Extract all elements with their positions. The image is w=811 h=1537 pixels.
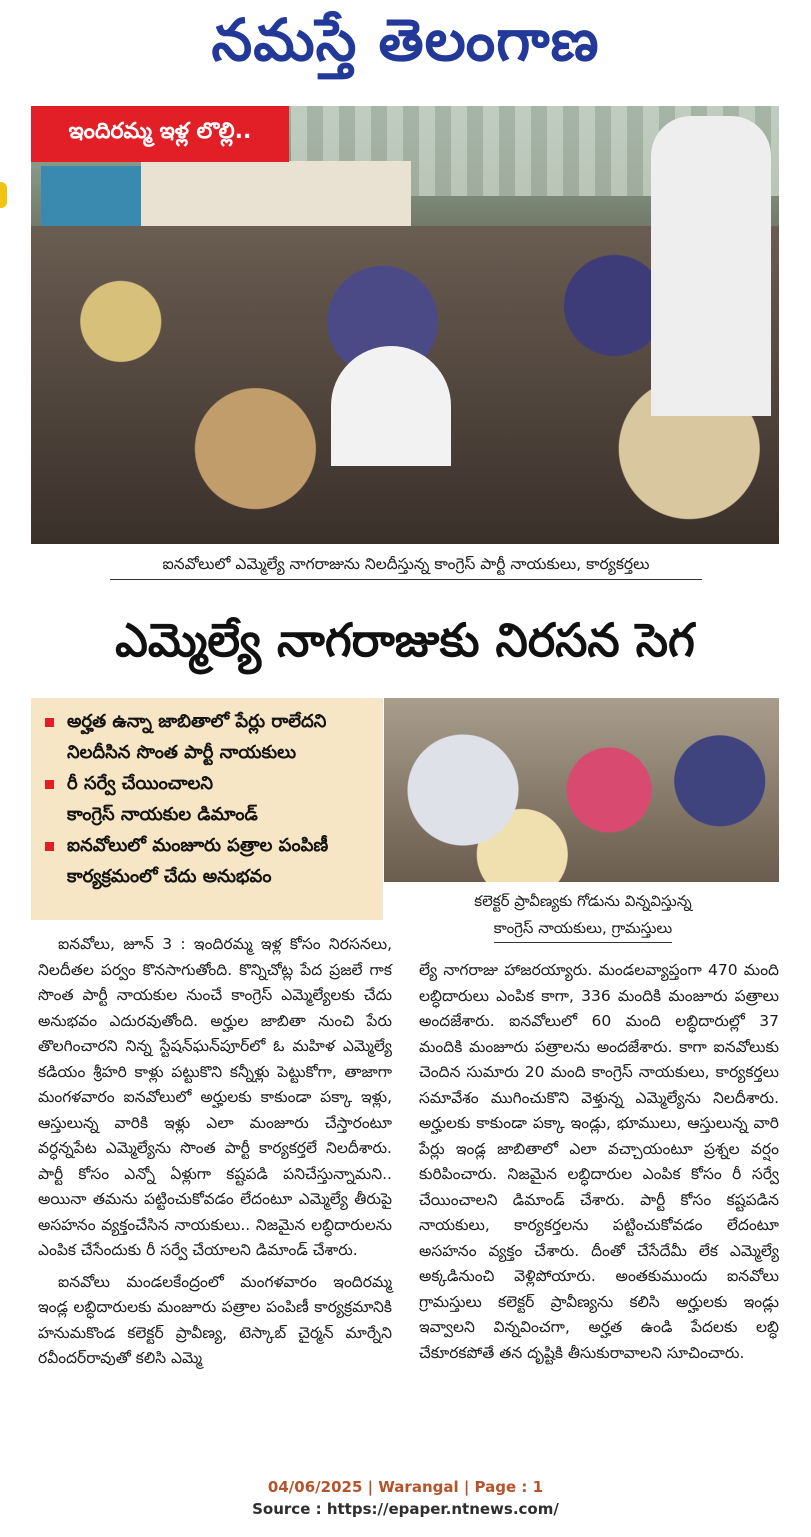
photo-topic-tag: ఇందిరమ్మ ఇళ్ల లొల్లి.. — [31, 106, 289, 162]
caption-line: కలెక్టర్ ప్రావీణ్యకు గోడును విన్నవిస్తున్న — [474, 892, 692, 910]
highlights-box — [31, 698, 383, 920]
red-bullet-icon — [45, 780, 54, 789]
highlight-line: కాంగ్రెస్ నాయకుల డిమాండ్ — [67, 804, 258, 825]
article-paragraph: ఐనవోలు మండలకేంద్రంలో మంగళవారం ఇందిరమ్మ ఇండ్ల లబ్ధిదారులకు మంజూరు పత్రాల పంపిణీ కార్యక్రమానికి హనుమకొండ కలెక్టర్ ప్రావీణ్య, టెస్కాబ్ చైర్మన్ మార్నేని రవీందర్‌రావుతో కలిసి ఎమ్మె — [38, 1272, 392, 1367]
highlight-item — [45, 706, 373, 768]
article-column-right — [419, 958, 779, 1366]
newspaper-masthead — [0, 0, 811, 90]
article-headline: ఎమ్మెల్యే నాగరాజుకు నిరసన సెగ — [115, 613, 695, 667]
red-bullet-icon — [45, 842, 54, 851]
highlight-item — [45, 768, 373, 830]
top-news-photo — [31, 106, 779, 544]
page-edge-marker — [0, 182, 7, 208]
highlight-line: రీ సర్వే చేయించాలని — [67, 773, 213, 794]
source-link[interactable]: Source : https://epaper.ntnews.com/ — [252, 1500, 559, 1518]
highlight-line: కార్యక్రమంలో చేదు అనుభవం — [67, 866, 272, 887]
page-info: 04/06/2025 | Warangal | Page : 1 — [267, 1478, 544, 1496]
caption-line: కాంగ్రెస్ నాయకులు, గ్రామస్తులు — [494, 915, 673, 943]
highlight-line: ఐనవోలులో మంజూరు పత్రాల పంపిణీ — [67, 835, 329, 856]
highlight-line: నిలదీసిన సొంత పార్టీ నాయకులు — [67, 742, 297, 763]
side-photo-caption — [415, 888, 751, 943]
article-paragraph: ల్యే నాగరాజు హాజరయ్యారు. మండలవ్యాప్తంగా 470 మంది లబ్ధిదారులు ఎంపిక కాగా, 336 మందికి మంజూరు పత్రాలు అందజేశారు. ఐనవోలులో 60 మంది లబ్ధిదారుల్లో 37 మందికి మంజూరు పత్రాలను అందజేశారు. కాగా ఐనవోలుకు చెందిన సుమారు 20 మంది కాంగ్రెస్ నాయకులు, కార్యకర్తలు సమావేశం ముగించుకొని వెళ్తున్న ఎమ్మెల్యేను నిలదీశారు. అర్హులకు కాకుండా పక్కా ఇండ్లు, భూములు, ఆస్తులున్న వారి పేర్లు ఇండ్ల జాబితాలో ఎలా వచ్చాయంటూ ప్రశ్నల వర్షం కురిపించారు. నిజమైన లబ్ధిదారుల ఎంపిక కోసం రీ సర్వే చేయించాలని డిమాండ్ చేశారు. పార్టీ కోసం కష్టపడిన నాయకులు, కార్యకర్తలను పట్టించుకోవడం లేదంటూ అసహనం వ్యక్తం చేశారు. దీంతో చేసేదేమీ లేక ఎమ్మెల్యే అక్కడినుంచి వెళ్లిపోయారు. అంతకుముందు ఐనవోలు గ్రామస్తులు కలెక్టర్ ప్రావీణ్యను కలిసి అర్హులకు ఇండ్లు ఇవ్వాలని విన్నవించగా, అర్హత ఉండి పేదలకు లబ్ధి చేకూరకపోతే తన దృష్టికి తీసుకురావాలని సూచించారు. — [419, 961, 779, 1362]
page-footer — [0, 1476, 811, 1520]
article-column-left — [38, 932, 392, 1372]
highlight-line: అర్హత ఉన్నా జాబితాలో పేర్లు రాలేదని — [67, 711, 327, 732]
red-bullet-icon — [45, 718, 54, 727]
side-news-photo — [384, 698, 779, 882]
article-paragraph: ఐనవోలు, జూన్ 3 : ఇందిరమ్మ ఇళ్ల కోసం నిరసనలు, నిలదీతల పర్వం కొనసాగుతోంది. కొన్నిచోట్ల పేద ప్రజలే గాక సొంత పార్టీ నాయకుల నుంచే కాంగ్రెస్ ఎమ్మెల్యేలకు చేదు అనుభవం ఎదురవుతోంది. అర్హుల జాబితా నుంచి పేరు తొలగించారని నిన్న స్టేషన్‌ఘన్‌పూర్‌లో ఓ మహిళ ఎమ్మెల్యే కడియం శ్రీహరి కాళ్లు పట్టుకొని కన్నీళ్లు పెట్టుకోగా, తాజాగా మంగళవారం ఐనవోలులో అర్హులకు కాకుండా పక్కా ఇళ్లు, ఆస్తులున్న వారికి ఇళ్లు ఎలా మంజూరు చేస్తారంటూ వర్ధన్నపేట ఎమ్మెల్యేను సొంత పార్టీ కార్యకర్తలే నిలదీశారు. పార్టీ కోసం ఎన్నో ఏళ్లుగా కష్టపడి పనిచేస్తున్నామని.. అయినా తమను పట్టించుకోవడం లేదంటూ ఎమ్మెల్యే తీరుపై అసహనం వ్యక్తంచేసిన నాయకులు.. నిజమైన లబ్ధిదారులను ఎంపిక చేసేందుకు రీ సర్వే చేయాలని డిమాండ్ చేశారు. — [38, 935, 392, 1259]
highlight-item — [45, 830, 373, 892]
photo-person — [331, 346, 451, 466]
photo-person — [651, 116, 771, 416]
top-photo-caption: ఐనవోలులో ఎమ్మెల్యే నాగరాజును నిలదీస్తున్న కాంగ్రెస్ పార్టీ నాయకులు, కార్యకర్తలు — [110, 549, 702, 580]
masthead-title: నమస్తే తెలంగాణ — [211, 6, 600, 74]
